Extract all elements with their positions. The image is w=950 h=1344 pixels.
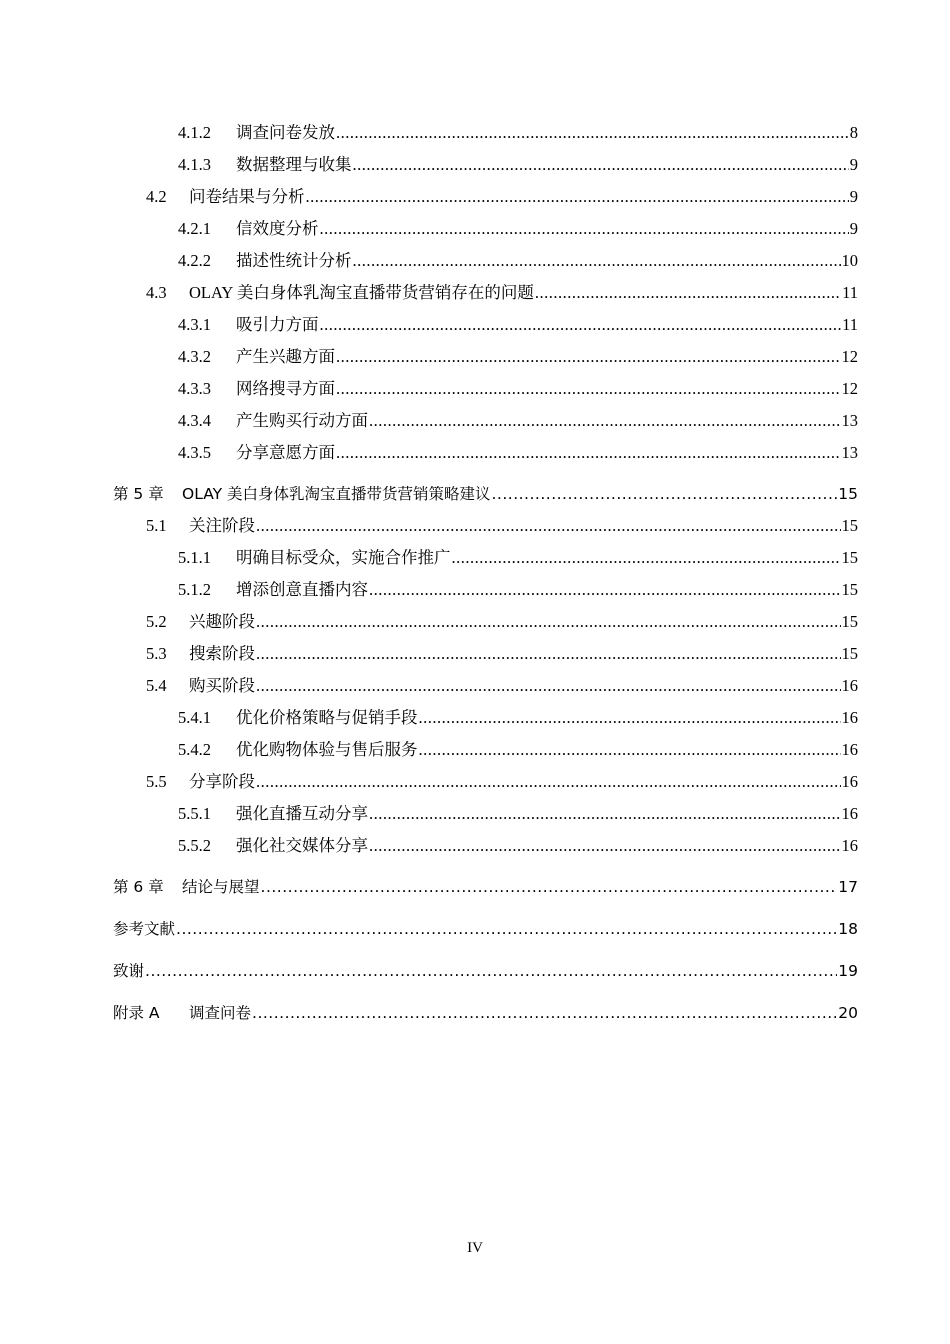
toc-dot-leader	[353, 149, 849, 181]
toc-entry-number: 4.2	[146, 187, 167, 206]
toc-entry[interactable]	[0, 149, 950, 181]
toc-entry-title: 兴趣阶段	[189, 612, 255, 631]
toc-entry-page: 16	[841, 740, 858, 759]
toc-entry[interactable]	[0, 766, 950, 798]
toc-entry[interactable]	[0, 510, 950, 542]
toc-entry-title: 强化直播互动分享	[236, 804, 368, 823]
toc-entry-title: 致谢	[113, 962, 145, 980]
toc-entry-number: 5.1.1	[178, 548, 211, 567]
toc-entry[interactable]	[0, 373, 950, 405]
toc-dot-leader	[535, 277, 841, 309]
toc-entry-number: 4.3.4	[178, 411, 211, 430]
toc-entry-number: 5.4.2	[178, 740, 211, 759]
toc-entry-title: 分享意愿方面	[236, 443, 335, 462]
toc-entry-title: 优化购物体验与售后服务	[236, 740, 418, 759]
toc-entry[interactable]	[0, 309, 950, 341]
toc-entry[interactable]	[0, 405, 950, 437]
toc-entry-number: 4.3.5	[178, 443, 211, 462]
toc-entry-page: 17	[838, 878, 858, 896]
toc-entry-title: OLAY 美白身体乳淘宝直播带货营销存在的问题	[189, 283, 534, 302]
toc-entry[interactable]	[0, 542, 950, 574]
toc-dot-leader	[336, 437, 841, 469]
toc-entry-page: 16	[841, 804, 858, 823]
toc-entry-title: 分享阶段	[189, 772, 255, 791]
toc-entry-title: 调查问卷	[189, 1004, 252, 1022]
toc-entry-number: 4.3.1	[178, 315, 211, 334]
toc-entry[interactable]	[0, 798, 950, 830]
toc-entry-title: 优化价格策略与促销手段	[236, 708, 418, 727]
toc-entry-page: 12	[841, 347, 858, 366]
toc-entry-number: 5.1.2	[178, 580, 211, 599]
toc-dot-leader	[369, 798, 841, 830]
toc-entry-page: 11	[842, 315, 858, 334]
toc-entry[interactable]	[0, 702, 950, 734]
toc-entry-title: 描述性统计分析	[236, 251, 352, 270]
toc-entry-page: 15	[841, 580, 858, 599]
toc-entry-number: 5.5	[146, 772, 167, 791]
toc-dot-leader	[306, 181, 849, 213]
toc-dot-leader	[336, 341, 841, 373]
toc-entry-page: 15	[838, 485, 858, 503]
toc-entry[interactable]	[0, 955, 950, 987]
toc-entry-number: 4.1.3	[178, 155, 211, 174]
toc-entry-number: 4.3.3	[178, 379, 211, 398]
toc-entry-number: 5.4.1	[178, 708, 211, 727]
toc-dot-leader	[256, 606, 841, 638]
toc-entry[interactable]	[0, 638, 950, 670]
toc-entry-title: 参考文献	[113, 920, 176, 938]
toc-entry-page: 16	[841, 676, 858, 695]
toc-dot-leader	[419, 734, 841, 766]
toc-dot-leader	[320, 213, 849, 245]
toc-entry-title: 强化社交媒体分享	[236, 836, 368, 855]
toc-entry-title: 明确目标受众，实施合作推广	[236, 548, 451, 567]
toc-entry-title: 关注阶段	[189, 516, 255, 535]
toc-entry-number: 5.5.2	[178, 836, 211, 855]
toc-entry-title: 吸引力方面	[236, 315, 319, 334]
toc-entry-number: 附录 A	[113, 1004, 160, 1022]
toc-entry-number: 5.5.1	[178, 804, 211, 823]
toc-entry-number: 4.3	[146, 283, 167, 302]
toc-entry-page: 16	[841, 836, 858, 855]
toc-entry-page: 18	[838, 920, 858, 938]
page-number: IV	[467, 1240, 483, 1256]
toc-entry-number: 4.3.2	[178, 347, 211, 366]
toc-entry-title: 问卷结果与分析	[189, 187, 305, 206]
toc-entry-title: 结论与展望	[182, 878, 260, 896]
toc-dot-leader	[336, 117, 849, 149]
toc-entry-title: OLAY 美白身体乳淘宝直播带货营销策略建议	[182, 485, 491, 503]
toc-entry-title: 产生购买行动方面	[236, 411, 368, 430]
toc-entry-page: 16	[841, 772, 858, 791]
toc-entry[interactable]	[0, 997, 950, 1029]
toc-dot-leader	[369, 405, 841, 437]
toc-entry-number: 4.2.1	[178, 219, 211, 238]
toc-entry-page: 9	[849, 219, 858, 238]
toc-entry-page: 11	[842, 283, 858, 302]
toc-entry-page: 15	[841, 548, 858, 567]
toc-dot-leader	[256, 510, 841, 542]
toc-entry-page: 12	[841, 379, 858, 398]
toc-dot-leader	[252, 997, 837, 1029]
toc-entry-number: 4.2.2	[178, 251, 211, 270]
toc-entry-page: 15	[841, 644, 858, 663]
toc-entry-page: 9	[849, 187, 858, 206]
toc-entry-page: 16	[841, 708, 858, 727]
toc-entry-title: 产生兴趣方面	[236, 347, 335, 366]
toc-dot-leader	[369, 574, 841, 606]
toc-dot-leader	[452, 542, 841, 574]
toc-entry[interactable]	[0, 277, 950, 309]
toc-dot-leader	[320, 309, 842, 341]
toc-entry[interactable]	[0, 913, 950, 945]
toc-entry-number: 4.1.2	[178, 123, 211, 142]
toc-entry-page: 15	[841, 516, 858, 535]
toc-entry[interactable]	[0, 606, 950, 638]
toc-entry-number: 5.3	[146, 644, 167, 663]
toc-entry-page: 8	[849, 123, 858, 142]
toc-entry-title: 网络搜寻方面	[236, 379, 335, 398]
toc-entry-title: 搜索阶段	[189, 644, 255, 663]
toc-entry-title: 购买阶段	[189, 676, 255, 695]
toc-entry-title: 调查问卷发放	[236, 123, 335, 142]
toc-entry[interactable]	[0, 574, 950, 606]
toc-dot-leader	[256, 638, 841, 670]
toc-entry[interactable]	[0, 830, 950, 862]
toc-entry-page: 13	[841, 411, 858, 430]
toc-entry-title: 增添创意直播内容	[236, 580, 368, 599]
toc-dot-leader	[369, 830, 841, 862]
toc-entry-page: 15	[841, 612, 858, 631]
toc-dot-leader	[353, 245, 841, 277]
toc-entry[interactable]	[0, 437, 950, 469]
toc-entry[interactable]	[0, 478, 950, 510]
toc-entry[interactable]	[0, 734, 950, 766]
toc-dot-leader	[492, 478, 838, 510]
toc-entry-page: 13	[841, 443, 858, 462]
toc-dot-leader	[336, 373, 841, 405]
toc-entry-number: 5.2	[146, 612, 167, 631]
toc-entry-page: 19	[838, 962, 858, 980]
toc-entry[interactable]	[0, 213, 950, 245]
toc-entry-title: 数据整理与收集	[236, 155, 352, 174]
toc-dot-leader	[261, 871, 838, 903]
toc-dot-leader	[145, 955, 837, 987]
toc-entry[interactable]	[0, 245, 950, 277]
toc-entry-page: 10	[841, 251, 858, 270]
toc-entry-number: 第 6 章	[113, 878, 164, 896]
toc-entry-number: 5.1	[146, 516, 167, 535]
toc-entry-page: 9	[849, 155, 858, 174]
toc-dot-leader	[256, 766, 841, 798]
toc-dot-leader	[176, 913, 837, 945]
toc-entry-page: 20	[838, 1004, 858, 1022]
toc-entry-number: 5.4	[146, 676, 167, 695]
toc-entry[interactable]	[0, 871, 950, 903]
toc-entry[interactable]	[0, 341, 950, 373]
toc-dot-leader	[419, 702, 841, 734]
toc-entry-number: 第 5 章	[113, 485, 164, 503]
toc-entry[interactable]	[0, 670, 950, 702]
toc-entry[interactable]	[0, 117, 950, 149]
toc-entry-title: 信效度分析	[236, 219, 319, 238]
toc-dot-leader	[256, 670, 841, 702]
toc-entry[interactable]	[0, 181, 950, 213]
